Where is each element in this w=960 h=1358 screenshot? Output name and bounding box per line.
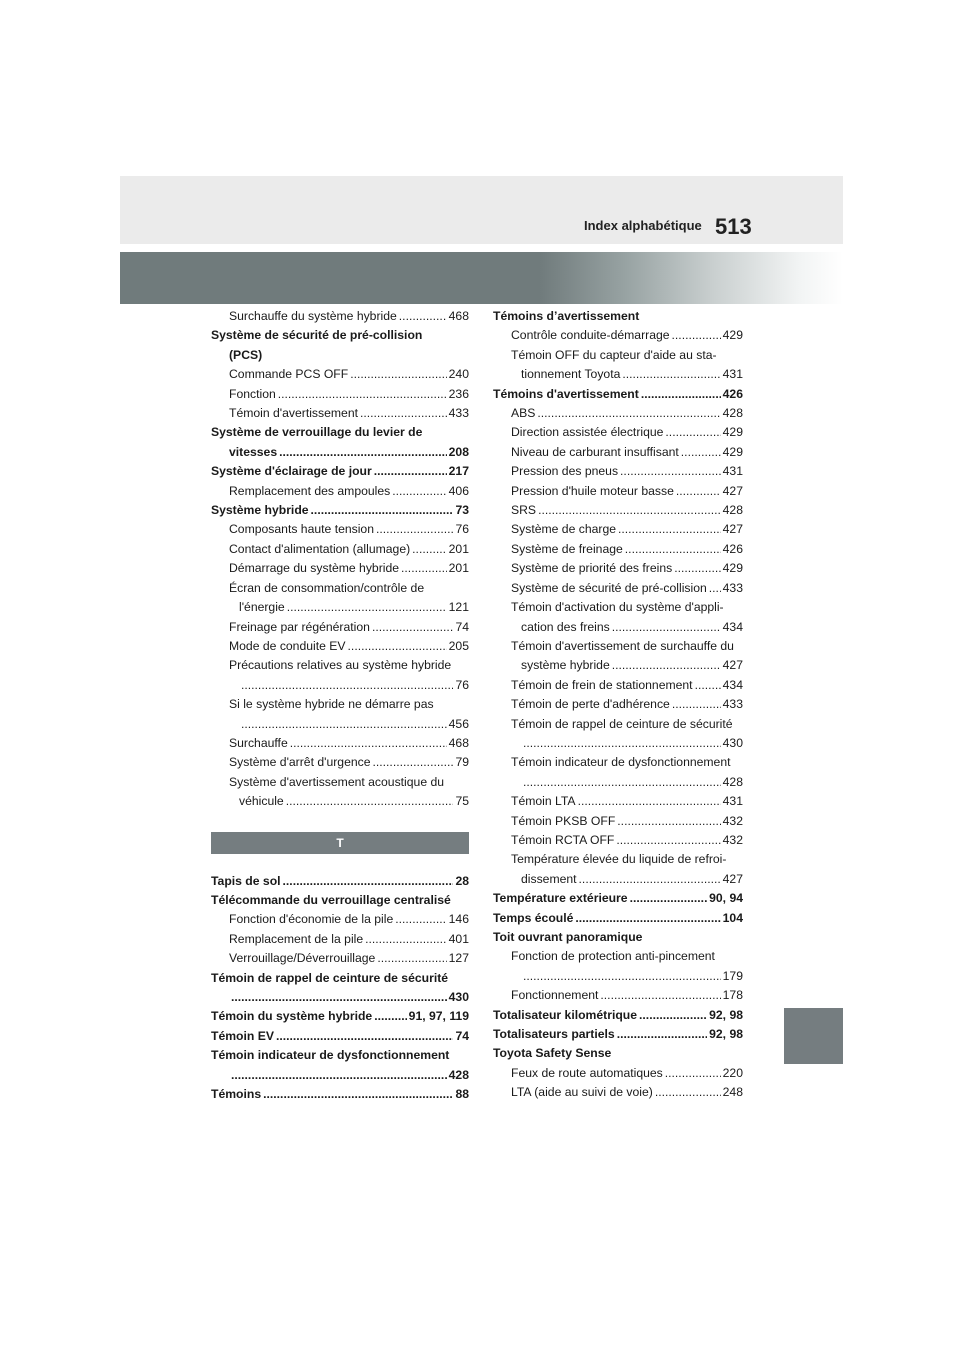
entry-page-ref: 430	[722, 735, 743, 750]
index-entry	[211, 501, 469, 520]
entry-text: Témoin d'avertissement	[229, 406, 358, 421]
entry-page-ref: 433	[722, 697, 743, 712]
index-subentry	[211, 385, 469, 404]
dot-leader	[612, 656, 721, 675]
dot-leader	[600, 986, 720, 1005]
index-subentry	[493, 462, 743, 481]
index-subentry	[211, 773, 469, 792]
entry-page-ref: 428	[448, 1067, 469, 1082]
entry-page-ref: 406	[448, 483, 469, 498]
entry-text: Surchauffe du système hybride	[229, 309, 397, 323]
dot-leader	[622, 365, 720, 384]
entry-page-ref: 88	[455, 1087, 469, 1102]
dot-leader	[665, 1064, 721, 1083]
entry-page-ref: 432	[722, 813, 743, 828]
dot-leader	[395, 910, 446, 929]
entry-text: Remplacement des ampoules	[229, 483, 391, 498]
entry-text: Fonctionnement	[511, 988, 599, 1003]
chapter-gradient-bar	[120, 252, 843, 304]
index-entry	[493, 1006, 743, 1025]
entry-page-ref: 220	[722, 1065, 743, 1080]
section-title: Index alphabétique	[584, 218, 702, 233]
index-subentry	[493, 346, 743, 365]
index-subentry	[211, 579, 469, 598]
entry-page-ref: 201	[448, 541, 469, 556]
entry-text: Temps écoulé	[493, 910, 574, 925]
entry-page-ref: 431	[722, 367, 743, 382]
entry-text: vitesses	[229, 444, 278, 459]
dot-leader	[365, 930, 447, 949]
entry-page-ref: 92, 98	[709, 1027, 743, 1042]
index-entry	[493, 1044, 743, 1063]
entry-text: Système de freinage	[511, 541, 623, 556]
index-subentry	[211, 792, 469, 811]
entry-page-ref: 434	[722, 677, 743, 692]
entry-page-ref: 428	[722, 774, 743, 789]
dot-leader	[311, 501, 454, 520]
entry-page-ref: 79	[455, 755, 469, 770]
index-subentry	[493, 579, 743, 598]
dot-leader	[360, 404, 447, 423]
entry-text: Précautions relatives au système hybride	[229, 658, 452, 673]
index-column-right	[493, 307, 743, 1103]
entry-text: Tapis de sol	[211, 873, 281, 888]
index-subentry	[493, 365, 743, 384]
index-entry	[211, 346, 469, 365]
index-subentry	[493, 715, 743, 734]
entry-text: Témoins d’avertissement	[493, 309, 640, 323]
dot-leader	[676, 482, 721, 501]
dot-leader	[399, 307, 447, 326]
index-subentry	[493, 443, 743, 462]
dot-leader	[523, 967, 721, 986]
entry-text: Témoin RCTA OFF	[511, 832, 615, 847]
dot-leader	[579, 870, 721, 889]
index-subentry	[211, 365, 469, 384]
entry-page-ref: 76	[455, 522, 469, 537]
entry-text: Fonction d'économie de la pile	[229, 912, 394, 927]
index-subentry	[493, 734, 743, 753]
entry-text: Commande PCS OFF	[229, 367, 349, 382]
index-entry	[493, 889, 743, 908]
entry-text: Totalisateurs partiels	[493, 1027, 615, 1042]
dot-leader	[665, 423, 720, 442]
index-subentry	[211, 618, 469, 637]
entry-page-ref: 74	[455, 619, 469, 634]
entry-page-ref: 468	[448, 735, 469, 750]
index-subentry	[211, 656, 469, 675]
index-subentry	[493, 520, 743, 539]
entry-text: Système de sécurité de pré-collision	[511, 580, 707, 595]
index-subentry	[493, 656, 743, 675]
entry-text: Télécommande du verrouillage centralisé	[211, 892, 451, 907]
entry-text: dissement	[521, 871, 577, 886]
dot-leader	[578, 792, 721, 811]
dot-leader	[286, 792, 454, 811]
dot-leader	[263, 1085, 453, 1104]
entry-text: Système hybride	[211, 503, 309, 518]
entry-text: Démarrage du système hybride	[229, 561, 400, 576]
entry-text: Système de verrouillage du levier de	[211, 425, 423, 440]
index-subentry	[493, 501, 743, 520]
entry-text: (PCS)	[229, 347, 263, 362]
entry-text: Surchauffe	[229, 735, 288, 750]
entry-page-ref: 430	[448, 990, 469, 1004]
entry-text: Totalisateur kilométrique	[493, 1007, 638, 1022]
entry-text: ABS	[511, 406, 536, 421]
index-subentry	[493, 618, 743, 637]
index-subentry	[493, 967, 743, 986]
index-entry	[211, 988, 469, 1007]
entry-page-ref: 427	[722, 871, 743, 886]
dot-leader	[348, 637, 447, 656]
entry-text: Témoin de perte d'adhérence	[511, 697, 670, 712]
index-subentry	[211, 637, 469, 656]
index-subentry	[493, 947, 743, 966]
dot-leader	[672, 695, 721, 714]
entry-page-ref: 426	[722, 541, 743, 556]
entry-page-ref: 434	[722, 619, 743, 634]
entry-text: LTA (aide au suivi de voie)	[511, 1085, 653, 1100]
dot-leader	[575, 909, 720, 928]
index-entry	[211, 462, 469, 481]
index-entry	[493, 385, 743, 404]
entry-text: Feux de route automatiques	[511, 1065, 663, 1080]
entry-text: Témoins d'avertissement	[493, 386, 639, 401]
index-subentry	[493, 753, 743, 772]
entry-page-ref: 468	[448, 309, 469, 323]
entry-page-ref: 433	[722, 580, 743, 595]
entry-page-ref: 428	[722, 406, 743, 421]
entry-page-ref: 433	[448, 406, 469, 421]
entry-page-ref: 426	[722, 386, 743, 401]
index-entries-part1	[211, 307, 469, 812]
dot-leader	[681, 443, 721, 462]
entry-text: Système de sécurité de pré-collision	[211, 328, 423, 343]
dot-leader	[278, 385, 447, 404]
index-subentry	[493, 423, 743, 442]
entry-page-ref: 240	[448, 367, 469, 382]
entry-page-ref: 91, 97, 119	[408, 1009, 469, 1024]
index-subentry	[211, 598, 469, 617]
index-subentry	[493, 482, 743, 501]
entry-text: Mode de conduite EV	[229, 638, 346, 653]
index-entry	[493, 909, 743, 928]
index-subentry	[493, 1064, 743, 1083]
index-entry	[211, 1007, 469, 1026]
entry-text: SRS	[511, 503, 537, 518]
dot-leader	[630, 889, 708, 908]
entry-page-ref: 427	[722, 522, 743, 537]
entry-text: Pression d'huile moteur basse	[511, 483, 674, 498]
dot-leader	[412, 540, 446, 559]
entry-page-ref: 429	[722, 561, 743, 576]
entry-text: Témoin OFF du capteur d'aide au sta-	[511, 347, 717, 362]
dot-leader	[241, 715, 447, 734]
index-subentry	[493, 1083, 743, 1102]
index-subentry	[493, 540, 743, 559]
entry-text: cation des freins	[521, 619, 610, 634]
entry-page-ref: 205	[448, 638, 469, 653]
dot-leader	[377, 949, 446, 968]
dot-leader	[372, 618, 454, 637]
dot-leader	[672, 326, 721, 345]
index-entries-right	[493, 307, 743, 1103]
entry-text: Température élevée du liquide de refroi-	[511, 852, 727, 867]
index-subentry	[211, 930, 469, 949]
index-subentry	[211, 715, 469, 734]
entry-page-ref: 429	[722, 328, 743, 343]
dot-leader	[523, 773, 721, 792]
index-subentry	[493, 695, 743, 714]
index-subentry	[493, 792, 743, 811]
dot-leader	[283, 872, 454, 891]
dot-leader	[655, 1083, 721, 1102]
entry-page-ref: 217	[448, 464, 469, 479]
entry-text: Toyota Safety Sense	[493, 1046, 612, 1061]
index-subentry	[211, 734, 469, 753]
index-subentry	[211, 520, 469, 539]
entry-text: Système de priorité des freins	[511, 561, 673, 576]
entry-text: Témoins	[211, 1087, 262, 1102]
entry-page-ref: 92, 98	[709, 1007, 743, 1022]
entry-text: Témoin du système hybride	[211, 1009, 373, 1024]
entry-page-ref: 456	[448, 716, 469, 731]
entry-page-ref: 432	[722, 832, 743, 847]
entry-page-ref: 431	[722, 464, 743, 479]
dot-leader	[287, 598, 447, 617]
index-subentry	[211, 753, 469, 772]
index-subentry	[493, 986, 743, 1005]
dot-leader	[674, 559, 720, 578]
dot-leader	[617, 812, 720, 831]
index-subentry	[211, 676, 469, 695]
dot-leader	[617, 1025, 707, 1044]
index-entry	[211, 326, 469, 345]
dot-leader	[241, 676, 453, 695]
entry-text: système hybride	[521, 658, 610, 673]
dot-leader	[618, 520, 721, 539]
dot-leader	[392, 482, 446, 501]
entry-page-ref: 431	[722, 794, 743, 809]
entry-text: tionnement Toyota	[521, 367, 621, 382]
entry-text: Température extérieure	[493, 891, 628, 906]
index-entry	[211, 1027, 469, 1046]
entry-text: l'énergie	[239, 600, 285, 615]
index-entry	[211, 891, 469, 910]
index-subentry	[211, 404, 469, 423]
index-entry	[211, 1085, 469, 1104]
dot-leader	[709, 579, 721, 598]
entry-text: Toit ouvrant panoramique	[493, 930, 643, 944]
entry-page-ref: 104	[722, 910, 743, 925]
dot-leader	[523, 734, 721, 753]
dot-leader	[538, 501, 721, 520]
entry-page-ref: 401	[448, 931, 469, 946]
index-subentry	[211, 949, 469, 968]
entry-page-ref: 429	[722, 444, 743, 459]
entry-page-ref: 28	[455, 873, 469, 888]
entry-page-ref: 428	[722, 503, 743, 518]
entry-page-ref: 179	[722, 968, 743, 983]
entry-text: Verrouillage/Déverrouillage	[229, 951, 376, 966]
dot-leader	[290, 734, 447, 753]
dot-leader	[374, 1007, 406, 1026]
dot-leader	[537, 404, 720, 423]
entry-page-ref: 248	[722, 1085, 743, 1100]
entry-page-ref: 427	[722, 658, 743, 673]
index-entries-part2	[211, 872, 469, 1105]
entry-page-ref: 178	[722, 988, 743, 1003]
index-subentry	[211, 559, 469, 578]
entry-text: Fonction	[229, 386, 276, 401]
entry-page-ref: 75	[455, 794, 469, 809]
index-entry	[211, 1046, 469, 1065]
index-entry	[211, 872, 469, 891]
dot-leader	[625, 540, 721, 559]
index-entry	[211, 423, 469, 442]
entry-text: Témoin indicateur de dysfonctionnement	[511, 755, 731, 770]
entry-text: Système d'arrêt d'urgence	[229, 755, 371, 770]
entry-text: Niveau de carburant insuffisant	[511, 444, 679, 459]
entry-text: Témoin EV	[211, 1028, 274, 1043]
entry-text: Système d'éclairage de jour	[211, 464, 372, 479]
dot-leader	[374, 462, 447, 481]
dot-leader	[231, 988, 447, 1007]
index-subentry	[493, 870, 743, 889]
index-entry	[493, 307, 743, 326]
dot-leader	[616, 831, 720, 850]
entry-text: Témoin de rappel de ceinture de sécurité	[211, 970, 449, 985]
entry-text: Fonction de protection anti-pincement	[511, 949, 715, 964]
dot-leader	[639, 1006, 707, 1025]
dot-leader	[373, 753, 454, 772]
dot-leader	[276, 1027, 453, 1046]
index-subentry	[493, 598, 743, 617]
index-subentry	[493, 559, 743, 578]
dot-leader	[641, 385, 721, 404]
entry-page-ref: 127	[448, 951, 469, 966]
index-subentry	[493, 812, 743, 831]
index-entry	[493, 1025, 743, 1044]
entry-page-ref: 74	[455, 1028, 469, 1043]
dot-leader	[231, 1066, 447, 1085]
page-number: 513	[715, 214, 752, 239]
entry-page-ref: 90, 94	[709, 891, 743, 906]
entry-page-ref: 76	[455, 677, 469, 692]
entry-text: Remplacement de la pile	[229, 931, 364, 946]
dot-leader	[350, 365, 446, 384]
index-entry	[493, 928, 743, 947]
entry-text: Témoin indicateur de dysfonctionnement	[211, 1048, 450, 1063]
entry-text: Témoin PKSB OFF	[511, 813, 616, 828]
index-subentry	[493, 404, 743, 423]
entry-text: Témoin d'avertissement de surchauffe du	[511, 638, 734, 653]
dot-leader	[376, 520, 453, 539]
index-subentry	[211, 540, 469, 559]
entry-text: Système de charge	[511, 522, 617, 537]
dot-leader	[279, 443, 447, 462]
entry-text: Témoin d'activation du système d'appli-	[511, 600, 724, 615]
entry-text: Direction assistée électrique	[511, 425, 664, 440]
entry-page-ref: 201	[448, 561, 469, 576]
entry-text: Écran de consommation/contrôle de	[229, 580, 425, 595]
entry-text: Composants haute tension	[229, 522, 374, 537]
entry-page-ref: 429	[722, 425, 743, 440]
dot-leader	[695, 676, 721, 695]
entry-text: Contact d'alimentation (allumage)	[229, 541, 411, 556]
dot-leader	[612, 618, 721, 637]
entry-page-ref: 208	[448, 444, 469, 459]
entry-page-ref: 121	[448, 600, 469, 615]
index-entry	[211, 1066, 469, 1085]
entry-page-ref: 236	[448, 386, 469, 401]
index-subentry	[211, 910, 469, 929]
index-subentry	[493, 326, 743, 345]
index-subentry	[493, 676, 743, 695]
index-subentry	[211, 307, 469, 326]
index-entry	[211, 969, 469, 988]
entry-text: véhicule	[239, 794, 284, 809]
index-subentry	[493, 850, 743, 869]
entry-page-ref: 427	[722, 483, 743, 498]
dot-leader	[401, 559, 447, 578]
entry-text: Pression des pneus	[511, 464, 619, 479]
entry-text: Témoin de frein de stationnement	[511, 677, 693, 692]
entry-page-ref: 73	[455, 503, 469, 518]
dot-leader	[620, 462, 721, 481]
index-subentry	[493, 773, 743, 792]
index-subentry	[211, 695, 469, 714]
index-entry	[211, 443, 469, 462]
index-column-left	[211, 307, 469, 1104]
entry-text: Si le système hybride ne démarre pas	[229, 697, 434, 712]
index-subentry	[493, 637, 743, 656]
entry-text: Témoin LTA	[511, 794, 576, 809]
index-side-tab	[784, 1008, 843, 1064]
index-subentry	[493, 831, 743, 850]
entry-text: Freinage par régénération	[229, 619, 370, 634]
entry-text: Témoin de rappel de ceinture de sécurité	[511, 716, 733, 731]
entry-text: Système d'avertissement acoustique du	[229, 774, 445, 789]
entry-text: Contrôle conduite-démarrage	[511, 328, 670, 343]
letter-divider: T	[211, 832, 469, 854]
index-subentry	[211, 482, 469, 501]
entry-page-ref: 146	[448, 912, 469, 927]
